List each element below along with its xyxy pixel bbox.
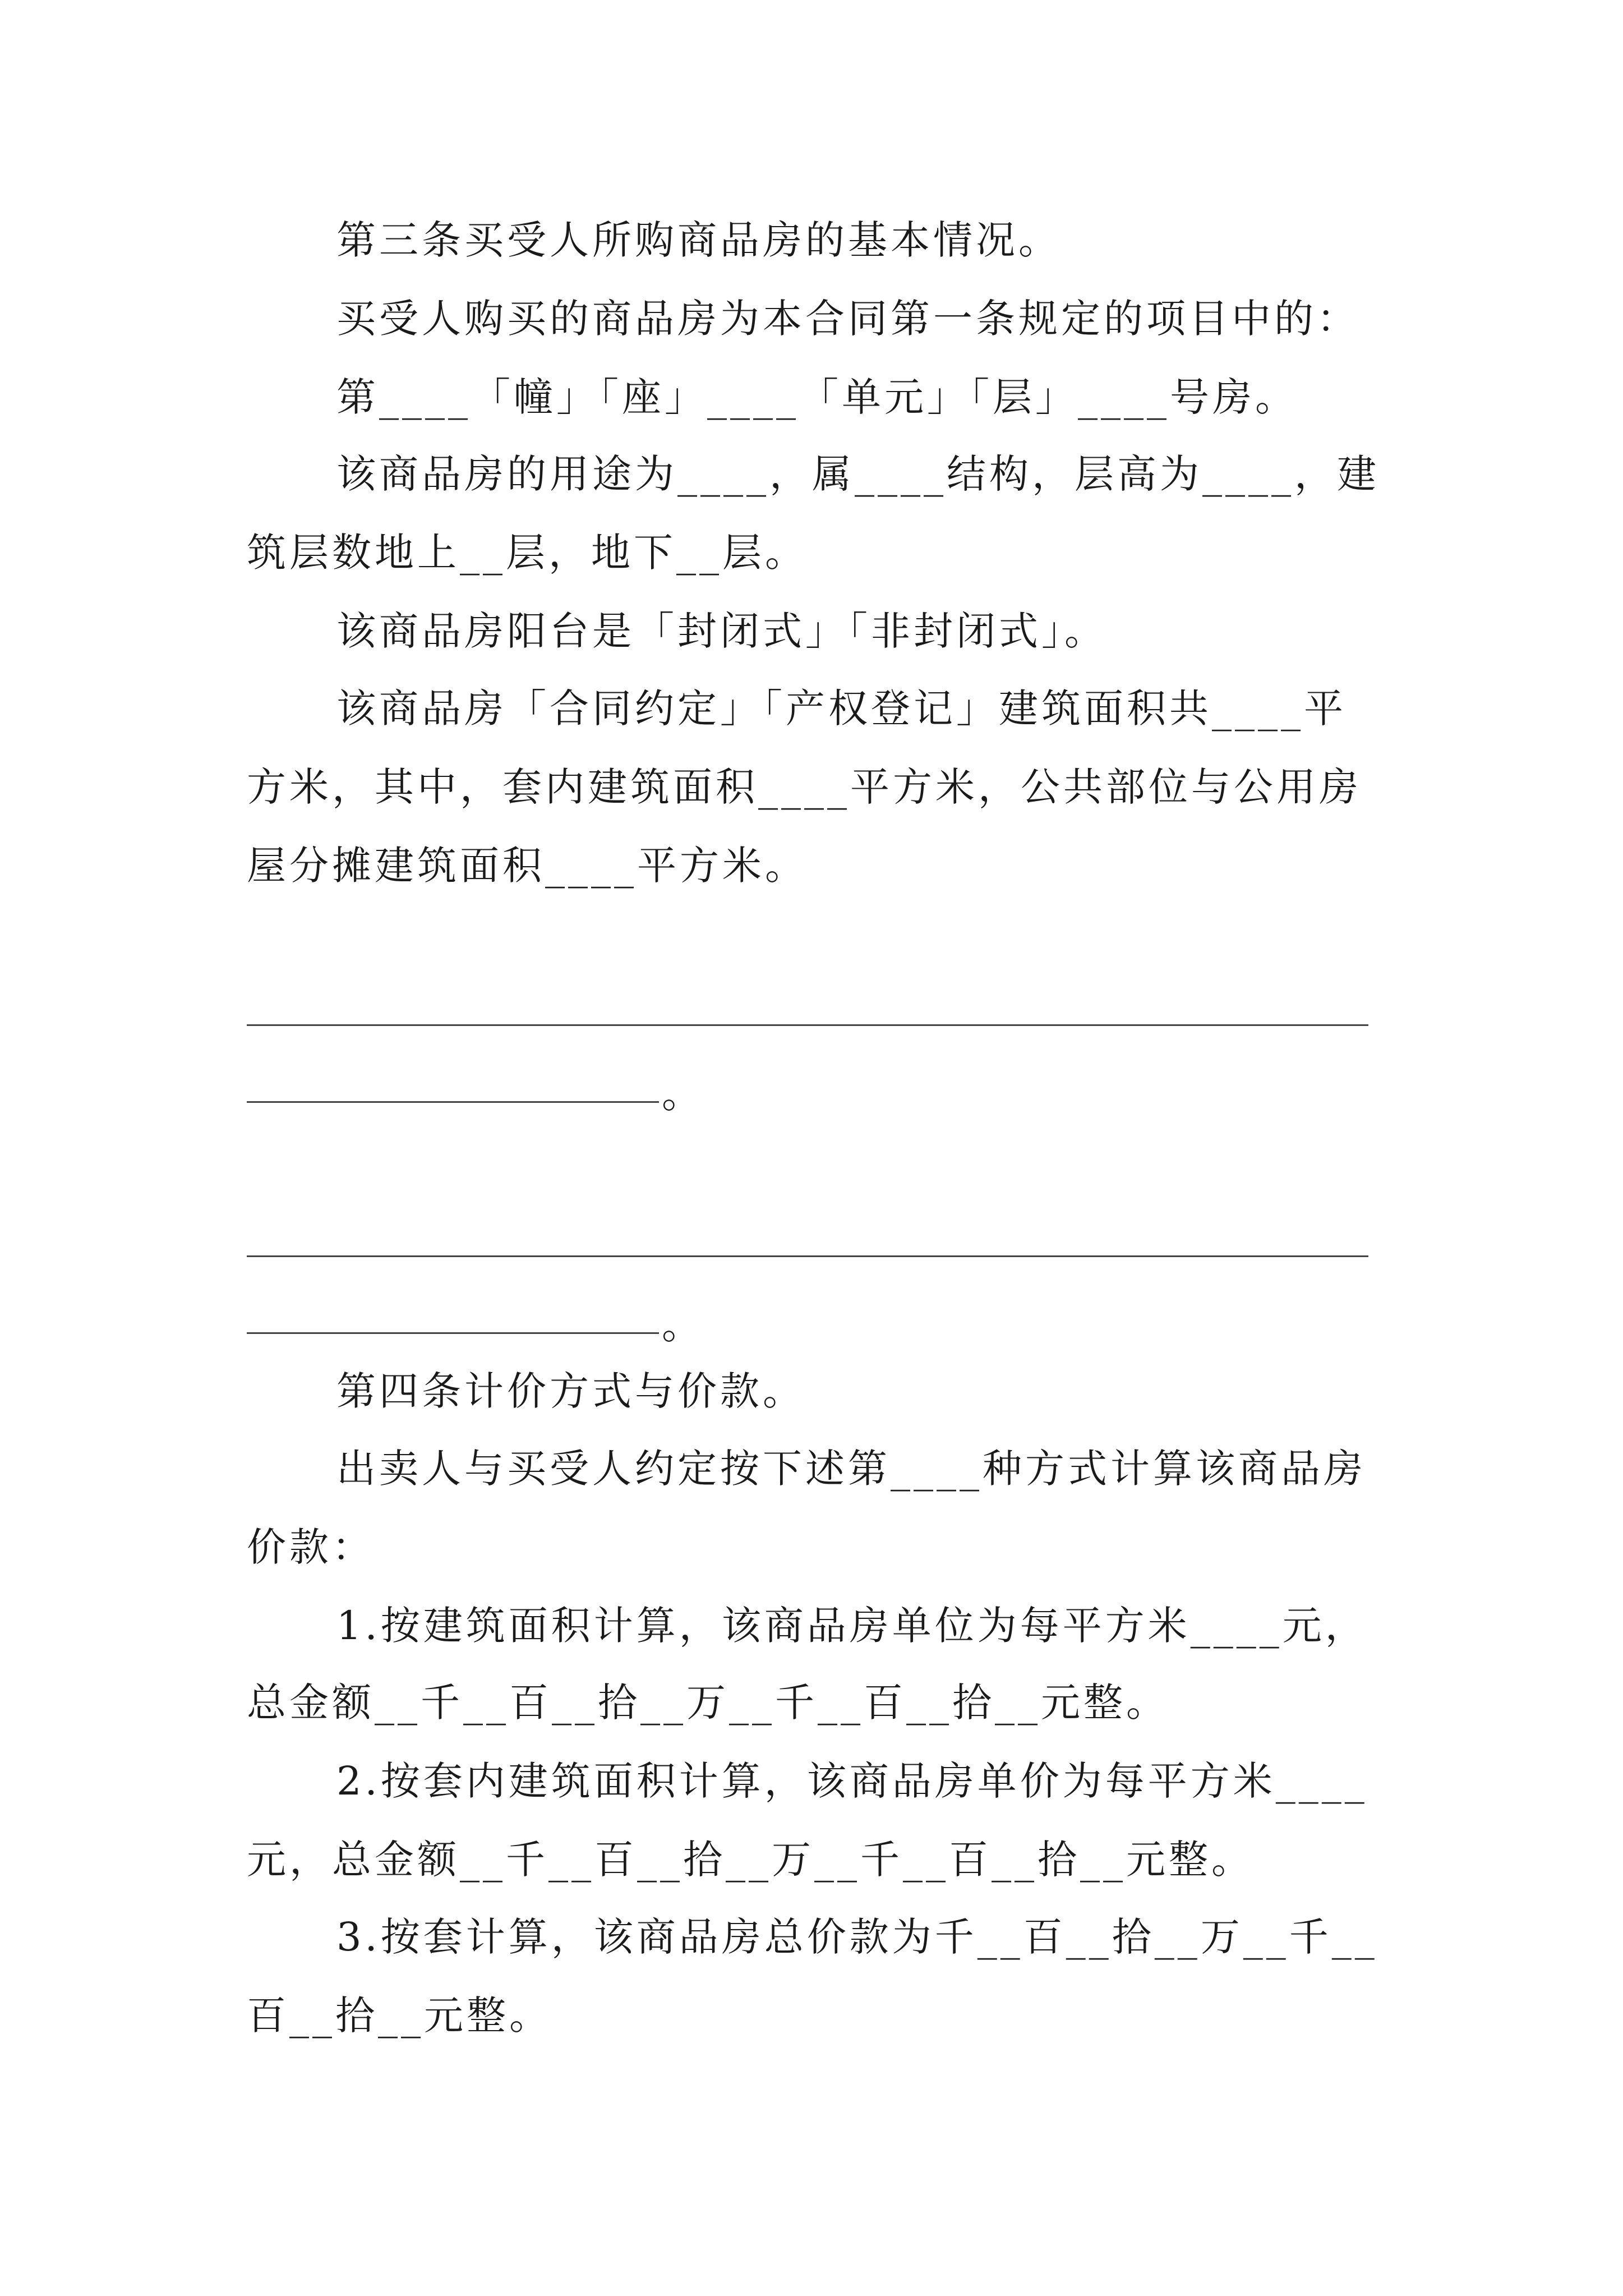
paragraph-line: 第____「幢」「座」____「单元」「层」____号房。 xyxy=(336,374,1298,420)
blank-fill-line xyxy=(247,1255,1368,1257)
paragraph-line: 元，总金额__千__百__拾__万__千__百__拾__元整。 xyxy=(247,1837,1254,1883)
blank-fill-line xyxy=(247,1332,659,1334)
paragraph-line: 1.按建筑面积计算，该商品房单位为每平方米____元， xyxy=(336,1603,1368,1649)
blank-fill-line xyxy=(247,1101,659,1103)
paragraph-line: 3.按套计算，该商品房总价款为千__百__拾__万__千__ xyxy=(336,1914,1378,1960)
paragraph-line: 方米，其中，套内建筑面积____平方米，公共部位与公用房 xyxy=(247,764,1362,810)
paragraph-line: 价款： xyxy=(247,1524,375,1570)
paragraph-line: 该商品房阳台是「封闭式」「非封闭式」。 xyxy=(336,608,1107,654)
blank-fill-line xyxy=(247,1024,1368,1026)
paragraph-line: 该商品房的用途为____，属____结构，层高为____，建 xyxy=(336,451,1380,497)
paragraph-line: 买受人购买的商品房为本合同第一条规定的项目中的： xyxy=(336,296,1359,342)
blank-period: 。 xyxy=(662,1302,701,1348)
article-3-heading: 第三条买受人所购商品房的基本情况。 xyxy=(336,217,1061,263)
paragraph-line: 2.按套内建筑面积计算，该商品房单价为每平方米____ xyxy=(336,1758,1368,1804)
paragraph-line: 出卖人与买受人约定按下述第____种方式计算该商品房 xyxy=(336,1446,1366,1492)
article-4-heading: 第四条计价方式与价款。 xyxy=(336,1368,805,1414)
blank-period: 。 xyxy=(662,1071,701,1117)
paragraph-line: 屋分摊建筑面积____平方米。 xyxy=(247,843,808,889)
paragraph-line: 百__拾__元整。 xyxy=(247,1993,552,2039)
paragraph-line: 筑层数地上__层，地下__层。 xyxy=(247,530,808,576)
paragraph-line: 总金额__千__百__拾__万__千__百__拾__元整。 xyxy=(247,1680,1169,1726)
paragraph-line: 该商品房「合同约定」「产权登记」建筑面积共____平 xyxy=(336,685,1347,731)
